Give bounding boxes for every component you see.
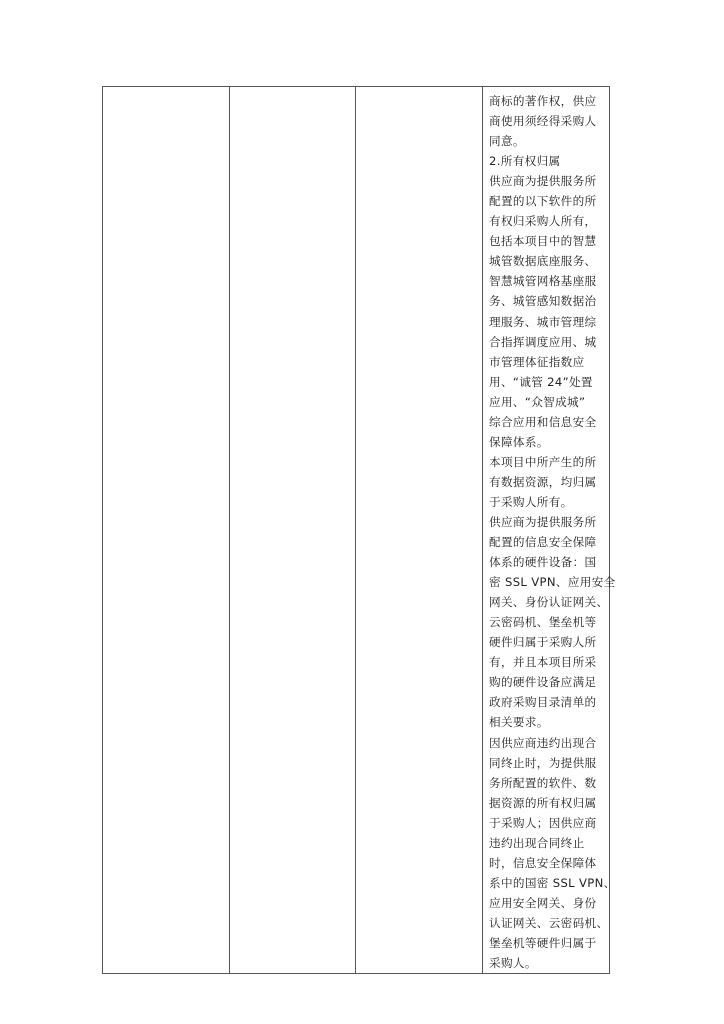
text-line: 同意。 [489, 134, 525, 149]
table-cell-col2 [230, 87, 356, 974]
text-line: 同终止时，为提供服 [489, 755, 597, 770]
text-line: 包括本项目中的智慧 [489, 234, 597, 249]
text-line: 时，信息安全保障体 [489, 855, 597, 870]
text-line: 购的硬件设备应满足 [489, 675, 597, 690]
text-line: 2.所有权归属 [489, 154, 561, 169]
table-cell-col1 [103, 87, 230, 974]
text-line: 有数据资源，均归属 [489, 474, 597, 489]
text-line: 理服务、城市管理综 [489, 314, 597, 329]
text-line: 供应商为提供服务所 [489, 174, 597, 189]
text-line: 商标的著作权，供应 [489, 94, 597, 108]
text-line: 认证网关、云密码机、 [489, 915, 609, 930]
text-line: 云密码机、堡垒机等 [489, 615, 597, 630]
text-line: 违约出现合同终止 [489, 835, 585, 850]
table-row [103, 87, 610, 974]
text-line: 因供应商违约出现合 [489, 735, 597, 750]
cell-col2-text [230, 87, 355, 91]
text-line: 硬件归属于采购人所 [489, 635, 597, 650]
text-line: 用、“诚管 24”处置 [489, 374, 593, 389]
text-line: 智慧城管网格基座服 [489, 274, 597, 289]
text-line: 密 SSL VPN、应用安全 [489, 575, 616, 590]
text-line: 政府采购目录清单的 [489, 695, 597, 710]
table-cell-col3 [356, 87, 483, 974]
text-line: 应用、“众智成城” [489, 394, 586, 409]
text-line: 城管数据底座服务、 [489, 254, 597, 269]
text-line: 于采购人；因供应商 [489, 815, 597, 830]
text-line: 综合应用和信息安全 [489, 414, 597, 429]
text-line: 保障体系。 [489, 434, 549, 449]
contract-table [102, 86, 616, 974]
text-line: 本项目中所产生的所 [489, 454, 597, 469]
text-line: 相关要求。 [489, 715, 549, 730]
text-line: 于采购人所有。 [489, 494, 573, 509]
text-line: 应用安全网关、身份 [489, 895, 597, 910]
text-line: 系中的国密 SSL VPN、 [489, 875, 616, 890]
ownership-clause-text [483, 87, 616, 973]
text-line: 堡垒机等硬件归属于 [489, 935, 597, 950]
text-line: 务、城管感知数据治 [489, 294, 597, 309]
text-line: 有，并且本项目所采 [489, 655, 597, 670]
text-line: 体系的硬件设备：国 [489, 555, 597, 570]
text-line: 有权归采购人所有， [489, 214, 597, 229]
text-line: 市管理体征指数应 [489, 354, 585, 369]
table-cell-col4 [483, 87, 616, 974]
text-line: 合指挥调度应用、城 [489, 334, 597, 349]
text-line: 配置的以下软件的所 [489, 194, 597, 209]
cell-col3-text [356, 87, 482, 91]
text-line: 据资源的所有权归属 [489, 795, 597, 810]
text-line: 供应商为提供服务所 [489, 514, 597, 529]
text-line: 商使用须经得采购人 [489, 114, 597, 129]
text-line: 配置的信息安全保障 [489, 535, 597, 550]
cell-col1-text [103, 87, 229, 91]
text-line: 务所配置的软件、数 [489, 775, 597, 790]
text-line: 网关、身份认证网关、 [489, 595, 609, 610]
text-line: 采购人。 [489, 956, 537, 971]
